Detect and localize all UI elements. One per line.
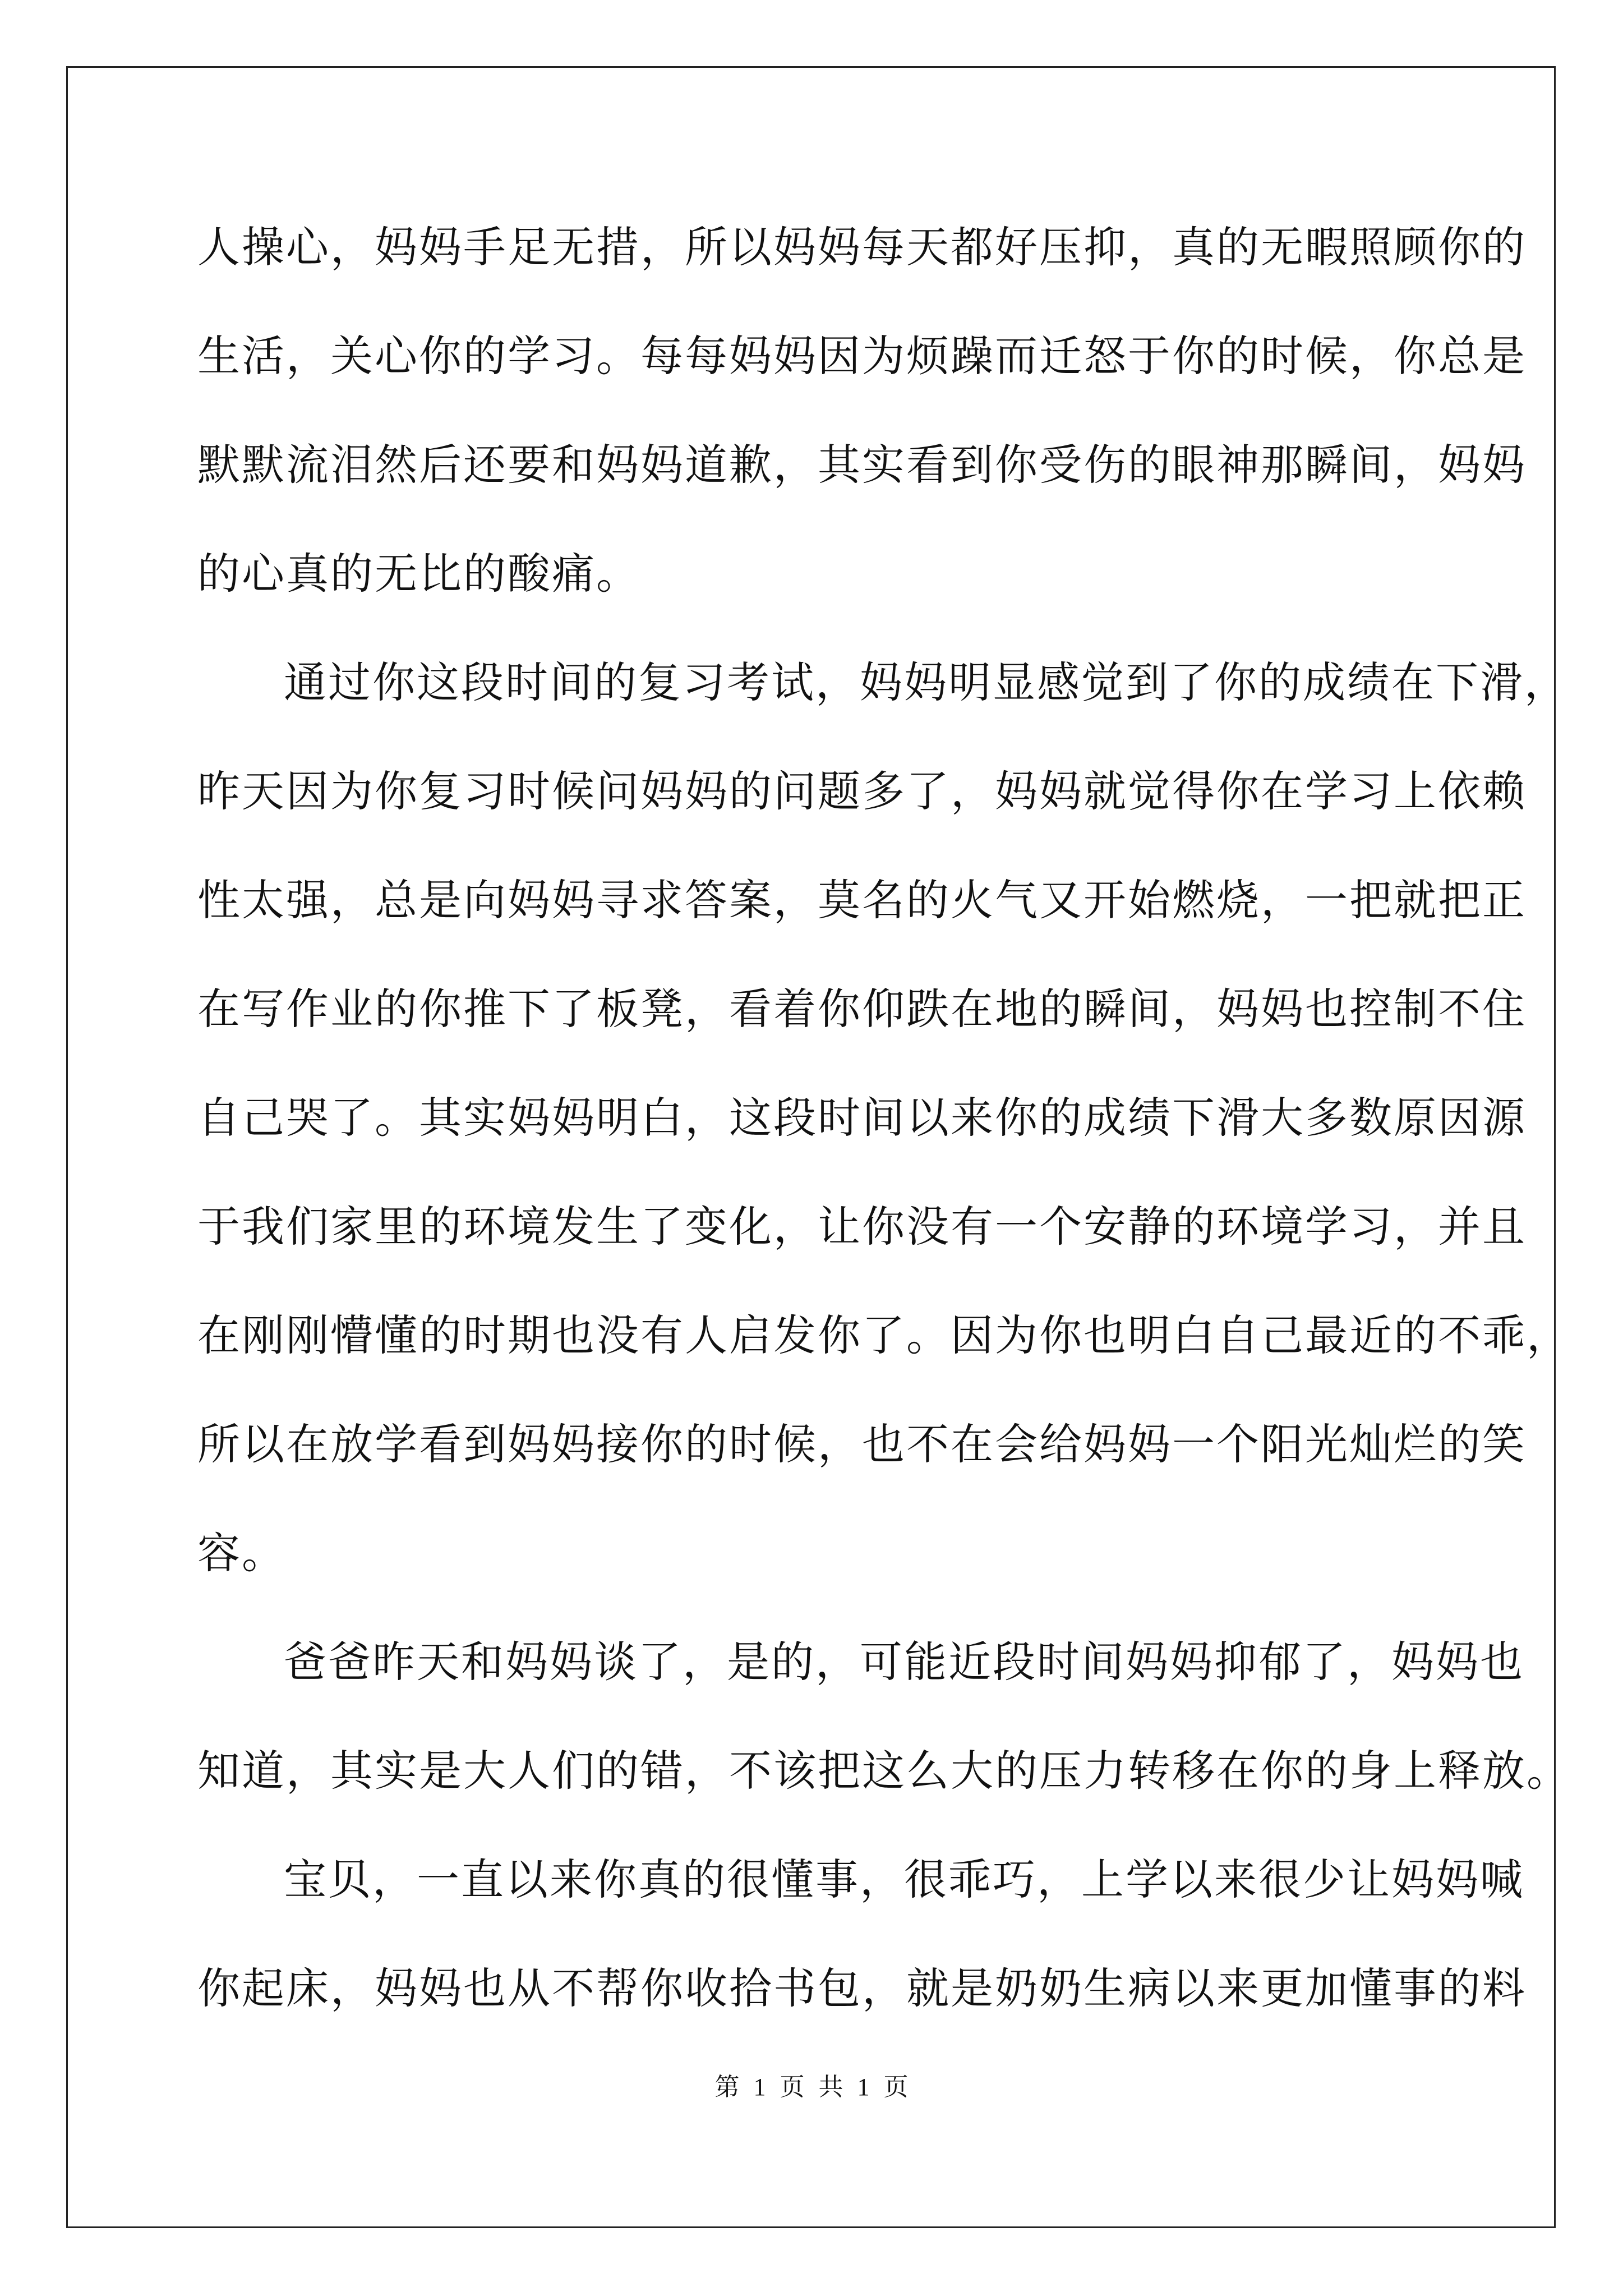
text-line-14: 爸爸昨天和妈妈谈了，是的，可能近段时间妈妈抑郁了，妈妈也 xyxy=(284,1637,1524,1687)
text-line-11: 在刚刚懵懂的时期也没有人启发你了。因为你也明白自己最近的不乖， xyxy=(197,1310,1571,1360)
text-line-6: 昨天因为你复习时候问妈妈的问题多了，妈妈就觉得你在学习上依赖 xyxy=(197,766,1527,816)
text-line-9: 自己哭了。其实妈妈明白，这段时间以来你的成绩下滑大多数原因源 xyxy=(197,1093,1527,1143)
text-line-2: 生活，关心你的学习。每每妈妈因为烦躁而迁怒于你的时候，你总是 xyxy=(197,331,1527,381)
text-line-15: 知道，其实是大人们的错，不该把这么大的压力转移在你的身上释放。 xyxy=(197,1746,1571,1796)
text-line-17: 你起床，妈妈也从不帮你收拾书包，就是奶奶生病以来更加懂事的料 xyxy=(197,1963,1527,2013)
text-line-12: 所以在放学看到妈妈接你的时候，也不在会给妈妈一个阳光灿烂的笑 xyxy=(197,1419,1527,1469)
text-line-3: 默默流泪然后还要和妈妈道歉，其实看到你受伤的眼神那瞬间，妈妈 xyxy=(197,440,1527,490)
text-line-10: 于我们家里的环境发生了变化，让你没有一个安静的环境学习，并且 xyxy=(197,1202,1527,1251)
text-line-13: 容。 xyxy=(197,1528,286,1578)
text-line-8: 在写作业的你推下了板凳，看着你仰跌在地的瞬间，妈妈也控制不住 xyxy=(197,984,1527,1034)
text-line-1: 人操心，妈妈手足无措，所以妈妈每天都好压抑，真的无暇照顾你的 xyxy=(197,222,1527,272)
text-line-5: 通过你这段时间的复习考试，妈妈明显感觉到了你的成绩在下滑， xyxy=(284,657,1569,707)
text-line-16: 宝贝，一直以来你真的很懂事，很乖巧，上学以来很少让妈妈喊 xyxy=(284,1855,1524,1904)
text-line-4: 的心真的无比的酸痛。 xyxy=(197,549,640,599)
page-footer: 第 1 页 共 1 页 xyxy=(714,2073,909,2101)
document-body xyxy=(197,222,1571,2073)
text-line-7: 性太强，总是向妈妈寻求答案，莫名的火气又开始燃烧，一把就把正 xyxy=(197,875,1527,925)
